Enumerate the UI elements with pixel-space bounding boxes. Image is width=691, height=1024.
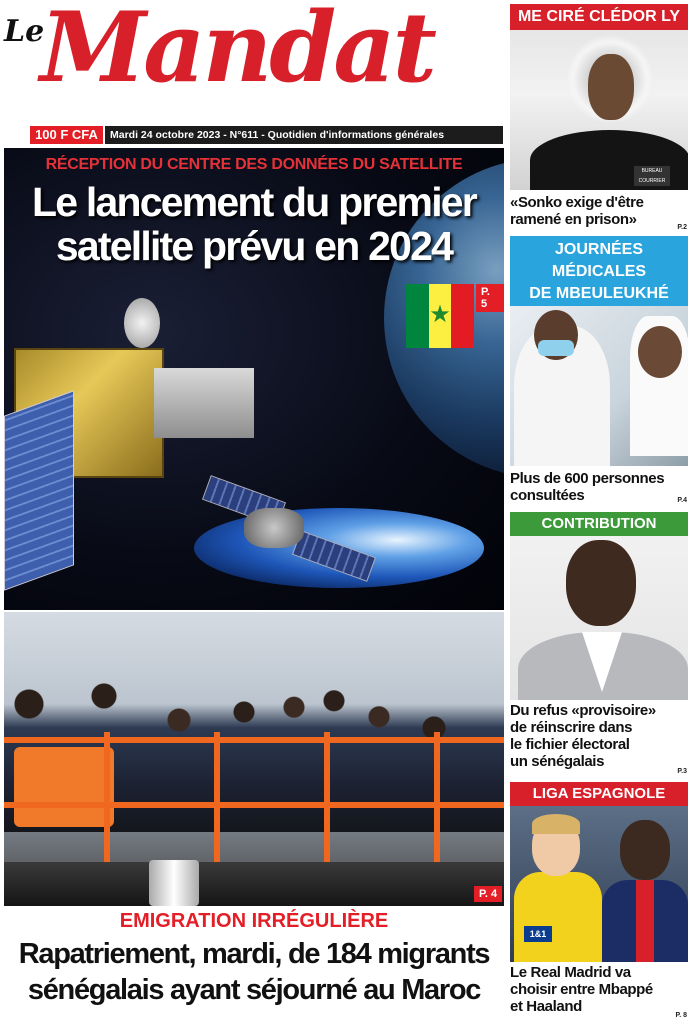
head-image	[566, 540, 636, 626]
page-reference: P.2	[677, 224, 687, 231]
face-image	[588, 54, 634, 120]
sidebar	[510, 0, 691, 1024]
sponsor-logo: 1&1	[524, 926, 552, 942]
newspaper-logo: Mandat	[40, 0, 434, 104]
name-badge: BUREAU COURRIER	[634, 166, 670, 186]
title-line: un sénégalais	[510, 753, 605, 770]
page-reference: P.3	[677, 768, 687, 775]
masthead	[0, 0, 506, 124]
player-head-image	[620, 820, 670, 880]
sidebar-title-item4[interactable]	[510, 964, 686, 1015]
second-story-headline[interactable]	[4, 936, 504, 1008]
title-line: consultées	[510, 487, 585, 504]
medical-photo[interactable]	[510, 306, 688, 466]
page-reference: P.4	[677, 497, 687, 504]
solar-panel-image	[4, 390, 74, 590]
sidebar-title-item3[interactable]	[510, 702, 686, 770]
railing-post	[324, 732, 330, 862]
sidebar-header-item4: LIGA ESPAGNOLE	[510, 782, 688, 806]
lawyer-photo[interactable]	[510, 30, 688, 190]
header-line: DE MBEULEUKHÉ	[529, 285, 669, 302]
satellite-arm-image	[154, 368, 254, 438]
header-line: JOURNÉES	[554, 241, 644, 258]
main-story-kicker: RÉCEPTION DU CENTRE DES DONNÉES DU SATELLITE	[45, 156, 463, 173]
sidebar-header-item2	[510, 236, 688, 306]
railing-post	[434, 732, 440, 862]
patient-head-image	[638, 326, 682, 378]
sidebar-header-item1: ME CIRÉ CLÉDOR LY	[510, 4, 688, 30]
small-satellite-image	[244, 508, 304, 548]
sidebar-title-item2[interactable]	[510, 470, 686, 504]
headline-line: sénégalais ayant séjourné au Maroc	[27, 974, 481, 1006]
portrait-photo[interactable]	[510, 536, 688, 700]
jersey-stripe	[636, 880, 654, 962]
title-line: Plus de 600 personnes	[510, 470, 665, 487]
title-line: Du refus «provisoire»	[510, 702, 656, 719]
boat-tube	[149, 860, 199, 906]
dateline: Mardi 24 octobre 2023 - N°611 - Quotidien d'informations générales	[105, 126, 503, 144]
boat-railing	[4, 737, 504, 743]
second-story-caption[interactable]	[4, 906, 504, 1022]
title-line: ramené en prison»	[510, 211, 637, 228]
title-line: choisir entre Mbappé	[510, 981, 653, 998]
mask-image	[538, 340, 574, 356]
page-reference: P. 4	[474, 886, 502, 902]
logo-prefix: Le	[4, 14, 45, 49]
title-line: de réinscrire dans	[510, 719, 633, 736]
railing-post	[104, 732, 110, 862]
football-photo[interactable]	[510, 806, 688, 962]
satellite-dish-image	[124, 298, 160, 348]
main-story[interactable]	[4, 148, 504, 610]
migrants-photo[interactable]	[4, 612, 504, 906]
headline-line: Le lancement du premier	[32, 179, 476, 225]
railing-post	[214, 732, 220, 862]
price-badge: 100 F CFA	[30, 126, 103, 144]
sidebar-title-item1[interactable]	[510, 194, 686, 228]
headline-line: satellite prévu en 2024	[55, 223, 453, 269]
second-story-kicker: EMIGRATION IRRÉGULIÈRE	[119, 910, 389, 932]
title-line: le fichier électoral	[510, 736, 630, 753]
title-line: et Haaland	[510, 998, 582, 1015]
title-line: «Sonko exige d'être	[510, 194, 644, 211]
header-line: MÉDICALES	[551, 263, 647, 280]
life-raft-image	[14, 747, 114, 827]
sidebar-header-item3: CONTRIBUTION	[510, 512, 688, 536]
main-story-headline[interactable]	[4, 180, 504, 268]
star-icon: ★	[429, 301, 451, 328]
page-reference: P. 5	[476, 284, 504, 312]
headline-line: Rapatriement, mardi, de 184 migrants	[18, 938, 490, 970]
player-hair-image	[532, 814, 580, 834]
page-reference: P. 8	[675, 1012, 687, 1019]
boat-railing	[4, 802, 504, 808]
title-line: Le Real Madrid va	[510, 964, 631, 981]
boat-hull	[4, 862, 504, 906]
player-jersey-image	[514, 872, 602, 962]
